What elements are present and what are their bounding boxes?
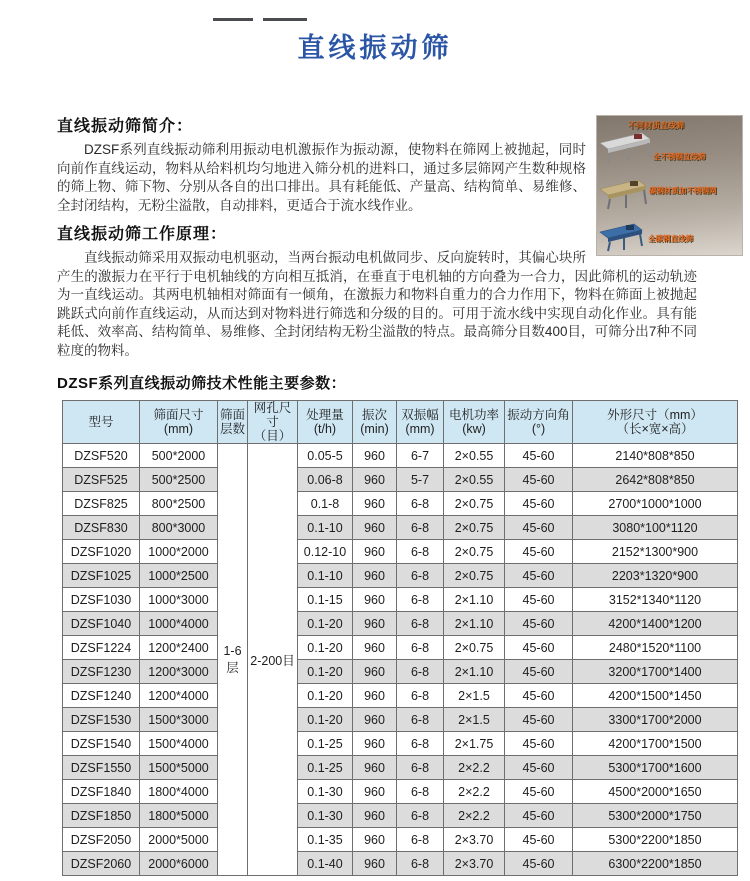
table-cell: 0.1-15	[298, 588, 353, 612]
table-cell: DZSF1025	[63, 564, 140, 588]
table-cell: 3300*1700*2000	[573, 708, 738, 732]
table-cell: 960	[353, 804, 397, 828]
table-cell: 960	[353, 444, 397, 468]
table-cell: DZSF1850	[63, 804, 140, 828]
table-cell: DZSF525	[63, 468, 140, 492]
table-cell: DZSF1530	[63, 708, 140, 732]
table-row	[63, 708, 738, 732]
content-area	[57, 113, 717, 360]
table-cell: 45-60	[505, 444, 573, 468]
table-cell: 960	[353, 708, 397, 732]
table-cell: DZSF1550	[63, 756, 140, 780]
table-cell: 45-60	[505, 564, 573, 588]
intro-heading: 直线振动筛简介：	[57, 118, 194, 136]
table-cell: 6-8	[397, 516, 444, 540]
table-cell: 500*2500	[140, 468, 218, 492]
table-cell: 6-7	[397, 444, 444, 468]
table-cell: 1200*3000	[140, 660, 218, 684]
table-cell: 1000*2500	[140, 564, 218, 588]
table-cell: 45-60	[505, 708, 573, 732]
header-row	[63, 401, 738, 444]
table-cell: 2203*1320*900	[573, 564, 738, 588]
table-cell: 2×0.75	[444, 540, 505, 564]
table-cell: 4500*2000*1650	[573, 780, 738, 804]
table-cell: 2×0.75	[444, 564, 505, 588]
table-cell: 45-60	[505, 804, 573, 828]
table-row	[63, 684, 738, 708]
photo-label-carbon: 全碳钢直线筛	[648, 234, 693, 244]
table-cell: 960	[353, 564, 397, 588]
product-page	[0, 18, 750, 881]
table-cell: 0.1-10	[298, 564, 353, 588]
table-cell: 6-8	[397, 612, 444, 636]
table-cell: 6-8	[397, 588, 444, 612]
table-cell: 1000*3000	[140, 588, 218, 612]
table-cell: 2×3.70	[444, 828, 505, 852]
table-cell: 960	[353, 588, 397, 612]
product-photo	[596, 115, 743, 256]
table-cell: 45-60	[505, 828, 573, 852]
table-cell: 960	[353, 684, 397, 708]
column-header: 筛面尺寸 (mm)	[140, 401, 218, 444]
intro-paragraph: DZSF系列直线振动筛利用振动电机激振作为振动源，使物料在筛网上被抛起，同时向前作直线运动，物料从给料机均匀地进入筛分机的进料口，通过多层筛网产生数种规格的筛上物、筛下物、分别从各自的出口排出。具有耗能低、产量高、结构简单、易维修、全封闭结构，无粉尘溢散，自动排料，更适合于流水线作业。	[57, 142, 586, 213]
table-cell: DZSF1230	[63, 660, 140, 684]
table-cell: 2×0.75	[444, 636, 505, 660]
table-cell: 1000*2000	[140, 540, 218, 564]
table-cell: 2×0.75	[444, 516, 505, 540]
table-cell: 45-60	[505, 852, 573, 876]
cropped-header-artifact	[263, 18, 307, 21]
table-cell: 45-60	[505, 732, 573, 756]
table-cell: 45-60	[505, 540, 573, 564]
cropped-header-artifact	[213, 18, 253, 21]
table-cell: 0.1-20	[298, 660, 353, 684]
table-cell: 0.1-20	[298, 684, 353, 708]
table-cell: 45-60	[505, 588, 573, 612]
table-cell: 45-60	[505, 684, 573, 708]
table-cell: 45-60	[505, 636, 573, 660]
table-cell: 960	[353, 492, 397, 516]
table-cell: 2×2.2	[444, 756, 505, 780]
table-cell: 800*3000	[140, 516, 218, 540]
photo-label-carbon-stainless: 碳钢材质加不锈钢网	[649, 186, 717, 196]
table-cell: 0.06-8	[298, 468, 353, 492]
table-row	[63, 756, 738, 780]
table-row	[63, 852, 738, 876]
table-cell: 6300*2200*1850	[573, 852, 738, 876]
table-row	[63, 444, 738, 468]
table-cell: 2×3.70	[444, 852, 505, 876]
merged-layers-cell: 1-6层	[218, 444, 248, 876]
table-cell: 2152*1300*900	[573, 540, 738, 564]
table-cell: 4200*1500*1450	[573, 684, 738, 708]
table-cell: 2480*1520*1100	[573, 636, 738, 660]
table-cell: 3080*100*1120	[573, 516, 738, 540]
table-cell: 45-60	[505, 756, 573, 780]
merged-mesh-cell: 2-200目	[248, 444, 298, 876]
table-cell: 3200*1700*1400	[573, 660, 738, 684]
table-cell: 45-60	[505, 516, 573, 540]
stainless-screen-image	[598, 131, 656, 165]
table-cell: 45-60	[505, 660, 573, 684]
specs-table-caption: DZSF系列直线振动筛技术性能主要参数：	[57, 375, 347, 393]
table-cell: 2×0.75	[444, 492, 505, 516]
table-cell: 1800*4000	[140, 780, 218, 804]
column-header: 电机功率 (kw)	[444, 401, 505, 444]
table-cell: 2×2.2	[444, 804, 505, 828]
table-cell: 6-8	[397, 852, 444, 876]
table-cell: DZSF1040	[63, 612, 140, 636]
table-cell: 960	[353, 612, 397, 636]
column-header: 筛面 层数	[218, 401, 248, 444]
page-title: 直线振动筛	[297, 33, 453, 64]
table-cell: 4200*1700*1500	[573, 732, 738, 756]
table-cell: DZSF1020	[63, 540, 140, 564]
table-cell: 0.12-10	[298, 540, 353, 564]
principle-heading: 直线振动筛工作原理：	[57, 226, 228, 244]
table-cell: 6-8	[397, 756, 444, 780]
table-cell: 6-8	[397, 708, 444, 732]
specs-table-body	[63, 444, 738, 876]
table-row	[63, 612, 738, 636]
table-cell: 960	[353, 828, 397, 852]
table-cell: 3152*1340*1120	[573, 588, 738, 612]
table-cell: 6-8	[397, 684, 444, 708]
table-row	[63, 516, 738, 540]
column-header: 处理量 (t/h)	[298, 401, 353, 444]
carbon-stainless-screen-image	[598, 177, 650, 211]
table-cell: 2×1.10	[444, 612, 505, 636]
table-cell: 0.1-30	[298, 804, 353, 828]
table-cell: 2×1.10	[444, 660, 505, 684]
table-cell: DZSF520	[63, 444, 140, 468]
table-cell: DZSF2060	[63, 852, 140, 876]
specs-table	[62, 400, 738, 876]
photo-label-stainless: 全不锈钢直线筛	[653, 152, 706, 162]
specs-table-head	[63, 401, 738, 444]
table-cell: 2×1.5	[444, 708, 505, 732]
table-cell: 1200*2400	[140, 636, 218, 660]
table-cell: 5300*2200*1850	[573, 828, 738, 852]
table-cell: 5-7	[397, 468, 444, 492]
table-cell: 0.1-10	[298, 516, 353, 540]
table-cell: 960	[353, 732, 397, 756]
table-cell: 1800*5000	[140, 804, 218, 828]
table-cell: 45-60	[505, 492, 573, 516]
column-header: 外形尺寸（mm） （长×宽×高）	[573, 401, 738, 444]
table-cell: 1500*3000	[140, 708, 218, 732]
table-cell: 6-8	[397, 660, 444, 684]
table-cell: 6-8	[397, 732, 444, 756]
photo-caption: 不同材质直线筛	[628, 121, 684, 131]
table-row	[63, 660, 738, 684]
table-row	[63, 636, 738, 660]
table-cell: 0.1-20	[298, 636, 353, 660]
table-cell: 960	[353, 780, 397, 804]
table-cell: 45-60	[505, 612, 573, 636]
column-header: 网孔尺寸 （目）	[248, 401, 298, 444]
table-cell: 800*2500	[140, 492, 218, 516]
principle-paragraph: 直线振动筛采用双振动电机驱动，当两台振动电机做同步、反向旋转时，其偏心块所产生的激振力在平行于电机轴线的方向相互抵消，在垂直于电机轴的方向叠为一合力，因此筛机的运动轨迹为一直线运动。其两电机轴相对筛面有一倾角，在激振力和物料自重力的合力作用下，物料在筛面上被抛起跳跃式向前作直线运动，从而达到对物料进行筛选和分级的目的。可用于流水线中实现自动化作业。具有能耗低、效率高、结构简单、易维修、全封闭结构无粉尘溢散的特点。最高筛分目数400目，可筛分出7种不同粒度的物料。	[57, 250, 697, 358]
table-row	[63, 468, 738, 492]
table-cell: 0.1-35	[298, 828, 353, 852]
column-header: 振次 (min)	[353, 401, 397, 444]
carbon-steel-screen-image	[598, 221, 646, 253]
table-cell: 0.05-5	[298, 444, 353, 468]
table-cell: 960	[353, 468, 397, 492]
table-cell: 2642*808*850	[573, 468, 738, 492]
table-cell: 6-8	[397, 804, 444, 828]
table-cell: 5300*1700*1600	[573, 756, 738, 780]
table-cell: 0.1-40	[298, 852, 353, 876]
table-cell: DZSF1840	[63, 780, 140, 804]
table-row	[63, 828, 738, 852]
table-row	[63, 732, 738, 756]
table-cell: 2×0.55	[444, 444, 505, 468]
table-cell: 45-60	[505, 468, 573, 492]
table-row	[63, 540, 738, 564]
table-cell: 1200*4000	[140, 684, 218, 708]
table-cell: 960	[353, 636, 397, 660]
table-cell: 500*2000	[140, 444, 218, 468]
table-cell: 0.1-20	[298, 612, 353, 636]
table-cell: DZSF825	[63, 492, 140, 516]
table-cell: 0.1-25	[298, 756, 353, 780]
table-cell: 5300*2000*1750	[573, 804, 738, 828]
table-cell: 960	[353, 756, 397, 780]
table-cell: 960	[353, 852, 397, 876]
table-cell: 4200*1400*1200	[573, 612, 738, 636]
table-cell: 2×2.2	[444, 780, 505, 804]
table-cell: 45-60	[505, 780, 573, 804]
table-cell: 6-8	[397, 780, 444, 804]
table-cell: 0.1-30	[298, 780, 353, 804]
table-cell: 6-8	[397, 828, 444, 852]
table-cell: 6-8	[397, 636, 444, 660]
table-cell: 2×1.5	[444, 684, 505, 708]
table-cell: DZSF2050	[63, 828, 140, 852]
column-header: 型号	[63, 401, 140, 444]
table-cell: 2700*1000*1000	[573, 492, 738, 516]
column-header: 振动方向角 (°)	[505, 401, 573, 444]
table-row	[63, 804, 738, 828]
table-cell: DZSF1540	[63, 732, 140, 756]
table-cell: 0.1-8	[298, 492, 353, 516]
column-header: 双振幅 (mm)	[397, 401, 444, 444]
table-cell: 6-8	[397, 564, 444, 588]
table-row	[63, 564, 738, 588]
table-cell: DZSF1240	[63, 684, 140, 708]
table-cell: 2000*5000	[140, 828, 218, 852]
table-cell: 2×0.55	[444, 468, 505, 492]
table-cell: 6-8	[397, 492, 444, 516]
table-cell: 2000*6000	[140, 852, 218, 876]
table-cell: 0.1-20	[298, 708, 353, 732]
table-cell: DZSF830	[63, 516, 140, 540]
table-cell: 1500*4000	[140, 732, 218, 756]
table-row	[63, 492, 738, 516]
table-row	[63, 588, 738, 612]
table-cell: 6-8	[397, 540, 444, 564]
table-row	[63, 780, 738, 804]
table-cell: DZSF1224	[63, 636, 140, 660]
table-cell: 2140*808*850	[573, 444, 738, 468]
table-cell: 960	[353, 540, 397, 564]
table-cell: 2×1.75	[444, 732, 505, 756]
table-cell: 2×1.10	[444, 588, 505, 612]
table-cell: DZSF1030	[63, 588, 140, 612]
table-cell: 960	[353, 660, 397, 684]
table-cell: 960	[353, 516, 397, 540]
table-cell: 0.1-25	[298, 732, 353, 756]
table-cell: 1000*4000	[140, 612, 218, 636]
table-cell: 1500*5000	[140, 756, 218, 780]
